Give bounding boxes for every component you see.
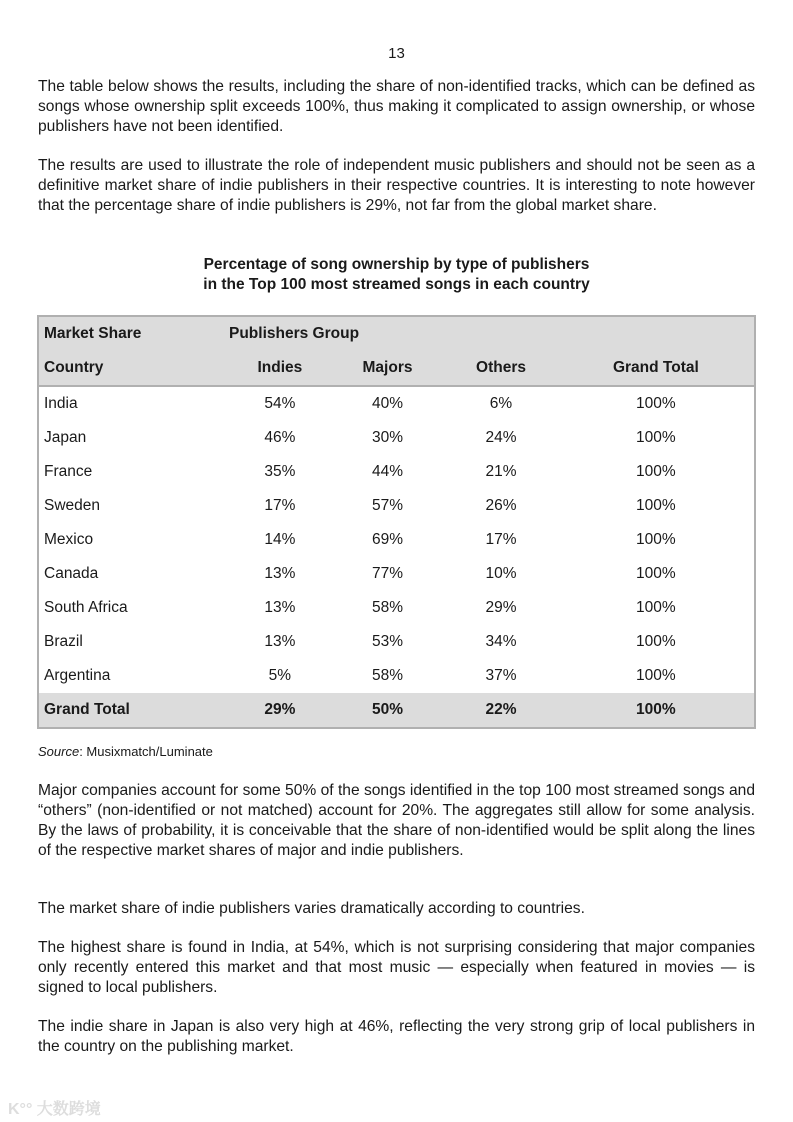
caption-line: in the Top 100 most streamed songs in each country bbox=[203, 276, 590, 293]
paragraph: The table below shows the results, including the share of non-identified tracks, which can be defined as songs whose ownership split exceeds 100%, thus making it complicated to assign ownership, or whose publishers have not been identified. bbox=[38, 78, 755, 135]
table-row bbox=[38, 489, 755, 523]
table-cell: 13% bbox=[264, 565, 296, 582]
table-cell: 30% bbox=[371, 429, 404, 446]
table-cell: 100% bbox=[636, 497, 676, 514]
table-row bbox=[38, 455, 755, 489]
table-caption bbox=[0, 255, 793, 295]
header-cell: Country bbox=[38, 351, 229, 386]
table-cell: 100% bbox=[636, 429, 676, 446]
table-cell: Argentina bbox=[44, 667, 111, 684]
paragraph: The highest share is found in India, at 54%, which is not surprising considering that major companies only recently entered this market and that most music — especially when featured in movies — is signed to local publishers. bbox=[38, 939, 755, 996]
table-row bbox=[38, 386, 755, 421]
source-label: Source bbox=[38, 744, 80, 759]
watermark: K°° 大数跨境 bbox=[8, 1101, 101, 1118]
table-cell: 13% bbox=[264, 633, 296, 650]
table-cell: 100% bbox=[636, 463, 676, 480]
table-cell: Canada bbox=[44, 565, 99, 582]
table-row bbox=[38, 557, 755, 591]
table-cell: 40% bbox=[371, 395, 404, 412]
table-cell: 10% bbox=[485, 565, 517, 582]
paragraph: The results are used to illustrate the role of independent music publishers and should not be seen as a definitive market share of indie publishers in their respective countries. It is interesting to note however that the percentage share of indie publishers is 29%, not far from the global market share. bbox=[38, 157, 755, 214]
header-cell: Indies bbox=[229, 351, 331, 386]
table-cell: 100% bbox=[636, 667, 676, 684]
table-row bbox=[38, 659, 755, 693]
header-cell: Market Share bbox=[38, 316, 229, 351]
table-row bbox=[38, 625, 755, 659]
table-cell: 35% bbox=[264, 463, 296, 480]
header-cell: Majors bbox=[331, 351, 445, 386]
table-cell: Japan bbox=[44, 429, 87, 446]
table-cell: 50% bbox=[331, 693, 445, 728]
ownership-table bbox=[37, 315, 756, 729]
caption-line: Percentage of song ownership by type of publishers bbox=[203, 256, 590, 273]
table-cell: 17% bbox=[264, 497, 296, 514]
table-cell: France bbox=[44, 463, 93, 480]
table-cell: 100% bbox=[558, 693, 755, 728]
table-cell: 100% bbox=[636, 633, 676, 650]
table-cell: 26% bbox=[485, 497, 517, 514]
table-cell: 6% bbox=[489, 395, 513, 412]
table-cell: 44% bbox=[371, 463, 404, 480]
table-cell: 34% bbox=[485, 633, 517, 650]
table-cell: 77% bbox=[371, 565, 404, 582]
table-cell: 37% bbox=[485, 667, 517, 684]
source-note bbox=[38, 744, 213, 759]
table-cell: 100% bbox=[636, 599, 676, 616]
header-cell: Grand Total bbox=[558, 351, 755, 386]
table-row bbox=[38, 591, 755, 625]
table-cell: 58% bbox=[371, 599, 404, 616]
header-row bbox=[38, 351, 755, 386]
table-cell: Mexico bbox=[44, 531, 94, 548]
table-cell: South Africa bbox=[44, 599, 128, 616]
paragraph: The market share of indie publishers varies dramatically according to countries. bbox=[38, 900, 585, 917]
table-cell: 58% bbox=[371, 667, 404, 684]
table-cell: 46% bbox=[264, 429, 296, 446]
table-cell: 100% bbox=[636, 565, 676, 582]
table-cell: 17% bbox=[485, 531, 517, 548]
table-cell: 53% bbox=[371, 633, 404, 650]
table-cell: 69% bbox=[371, 531, 404, 548]
source-text: : Musixmatch/Luminate bbox=[79, 744, 213, 759]
table-cell: 14% bbox=[264, 531, 296, 548]
table-cell: 24% bbox=[485, 429, 517, 446]
table-row bbox=[38, 421, 755, 455]
table-cell: Grand Total bbox=[38, 693, 229, 728]
table-cell: 29% bbox=[229, 693, 331, 728]
table-cell: India bbox=[44, 395, 78, 412]
table-cell: 13% bbox=[264, 599, 296, 616]
table-cell: 100% bbox=[636, 395, 676, 412]
header-cell: Publishers Group bbox=[229, 316, 755, 351]
table-cell: 21% bbox=[485, 463, 517, 480]
table-cell: Sweden bbox=[44, 497, 101, 514]
table-cell: 22% bbox=[444, 693, 558, 728]
table-cell: 29% bbox=[485, 599, 517, 616]
table-cell: 5% bbox=[268, 667, 292, 684]
table-cell: 100% bbox=[636, 531, 676, 548]
table-cell: Brazil bbox=[44, 633, 83, 650]
table-row bbox=[38, 523, 755, 557]
table-cell: 57% bbox=[371, 497, 404, 514]
grand-total-row bbox=[38, 693, 755, 728]
header-cell: Others bbox=[444, 351, 558, 386]
paragraph: The indie share in Japan is also very high at 46%, reflecting the very strong grip of local publishers in the country on the publishing market. bbox=[38, 1018, 755, 1055]
header-row bbox=[38, 316, 755, 351]
table-cell: 54% bbox=[264, 395, 296, 412]
page-number: 13 bbox=[388, 45, 405, 62]
paragraph: Major companies account for some 50% of the songs identified in the top 100 most streamed songs and “others” (non-identified or not matched) account for 20%. The aggregates still allow for some analysis. By the laws of probability, it is conceivable that the share of non-identified would be split along the lines of the respective market shares of major and indie publishers. bbox=[38, 782, 755, 859]
